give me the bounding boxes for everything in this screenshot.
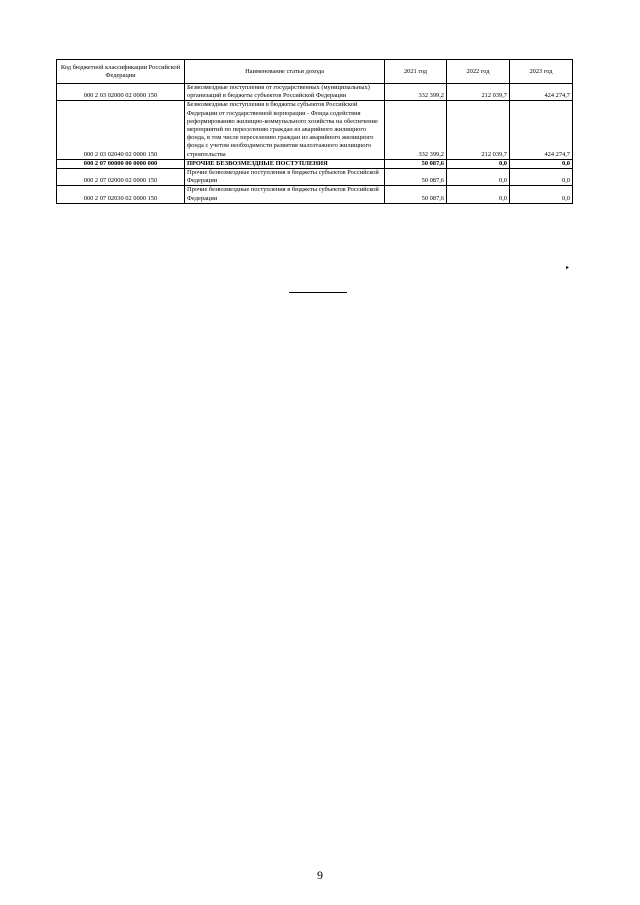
row-value-2023: 0,0 [510,159,573,168]
row-value-2023: 424 274,7 [510,101,573,159]
row-name: Безвозмездные поступления в бюджеты субъектов Российской Федерации от государственной корпорации - Фонда содействия реформированию жилищно-коммунального хозяйства на обеспечение мероприятий по переселению граждан из аварийного жилищного фонда, в том числе переселению граждан из аварийного жилищного фонда с учетом необходимости развития малоэтажного жилищного строительства [185,101,385,159]
row-code: 000 2 07 02000 02 0000 150 [57,169,185,186]
header-name: Наименование статьи дохода [185,60,385,84]
table-row [57,84,573,101]
row-value-2022: 0,0 [447,159,510,168]
row-value-2022: 0,0 [447,169,510,186]
header-2022: 2022 год [447,60,510,84]
row-name: Безвозмездные поступления от государственных (муниципальных) организаций в бюджеты субъектов Российской Федерации [185,84,385,101]
row-value-2023: 0,0 [510,169,573,186]
header-2021: 2021 год [385,60,447,84]
row-name: Прочие безвозмездные поступления в бюджеты субъектов Российской Федерации [185,186,385,203]
table-row [57,169,573,186]
row-value-2021: 332 399,2 [385,84,447,101]
row-value-2022: 0,0 [447,186,510,203]
row-value-2022: 212 039,7 [447,84,510,101]
row-value-2021: 50 087,6 [385,186,447,203]
row-value-2023: 424 274,7 [510,84,573,101]
row-value-2023: 0,0 [510,186,573,203]
row-code: 000 2 07 00000 00 0000 000 [57,159,185,168]
continuation-mark: ▸ [566,265,570,271]
row-code: 000 2 07 02030 02 0000 150 [57,186,185,203]
row-name: ПРОЧИЕ БЕЗВОЗМЕЗДНЫЕ ПОСТУПЛЕНИЯ [185,159,385,168]
table-row [57,186,573,203]
row-value-2021: 332 399,2 [385,101,447,159]
table-header-row [57,60,573,84]
page-number: 9 [317,868,323,882]
table-row [57,101,573,159]
row-value-2021: 50 087,6 [385,159,447,168]
row-name: Прочие безвозмездные поступления в бюджеты субъектов Российской Федерации [185,169,385,186]
row-code: 000 2 03 02000 02 0000 150 [57,84,185,101]
row-code: 000 2 03 02040 02 0000 150 [57,101,185,159]
section-divider-line [289,292,347,293]
budget-revenue-table [56,59,573,204]
row-value-2021: 50 087,6 [385,169,447,186]
row-value-2022: 212 039,7 [447,101,510,159]
header-2023: 2023 год [510,60,573,84]
header-code: Код бюджетной классификации Российской Федерации [57,60,185,84]
table-row-total [57,159,573,168]
